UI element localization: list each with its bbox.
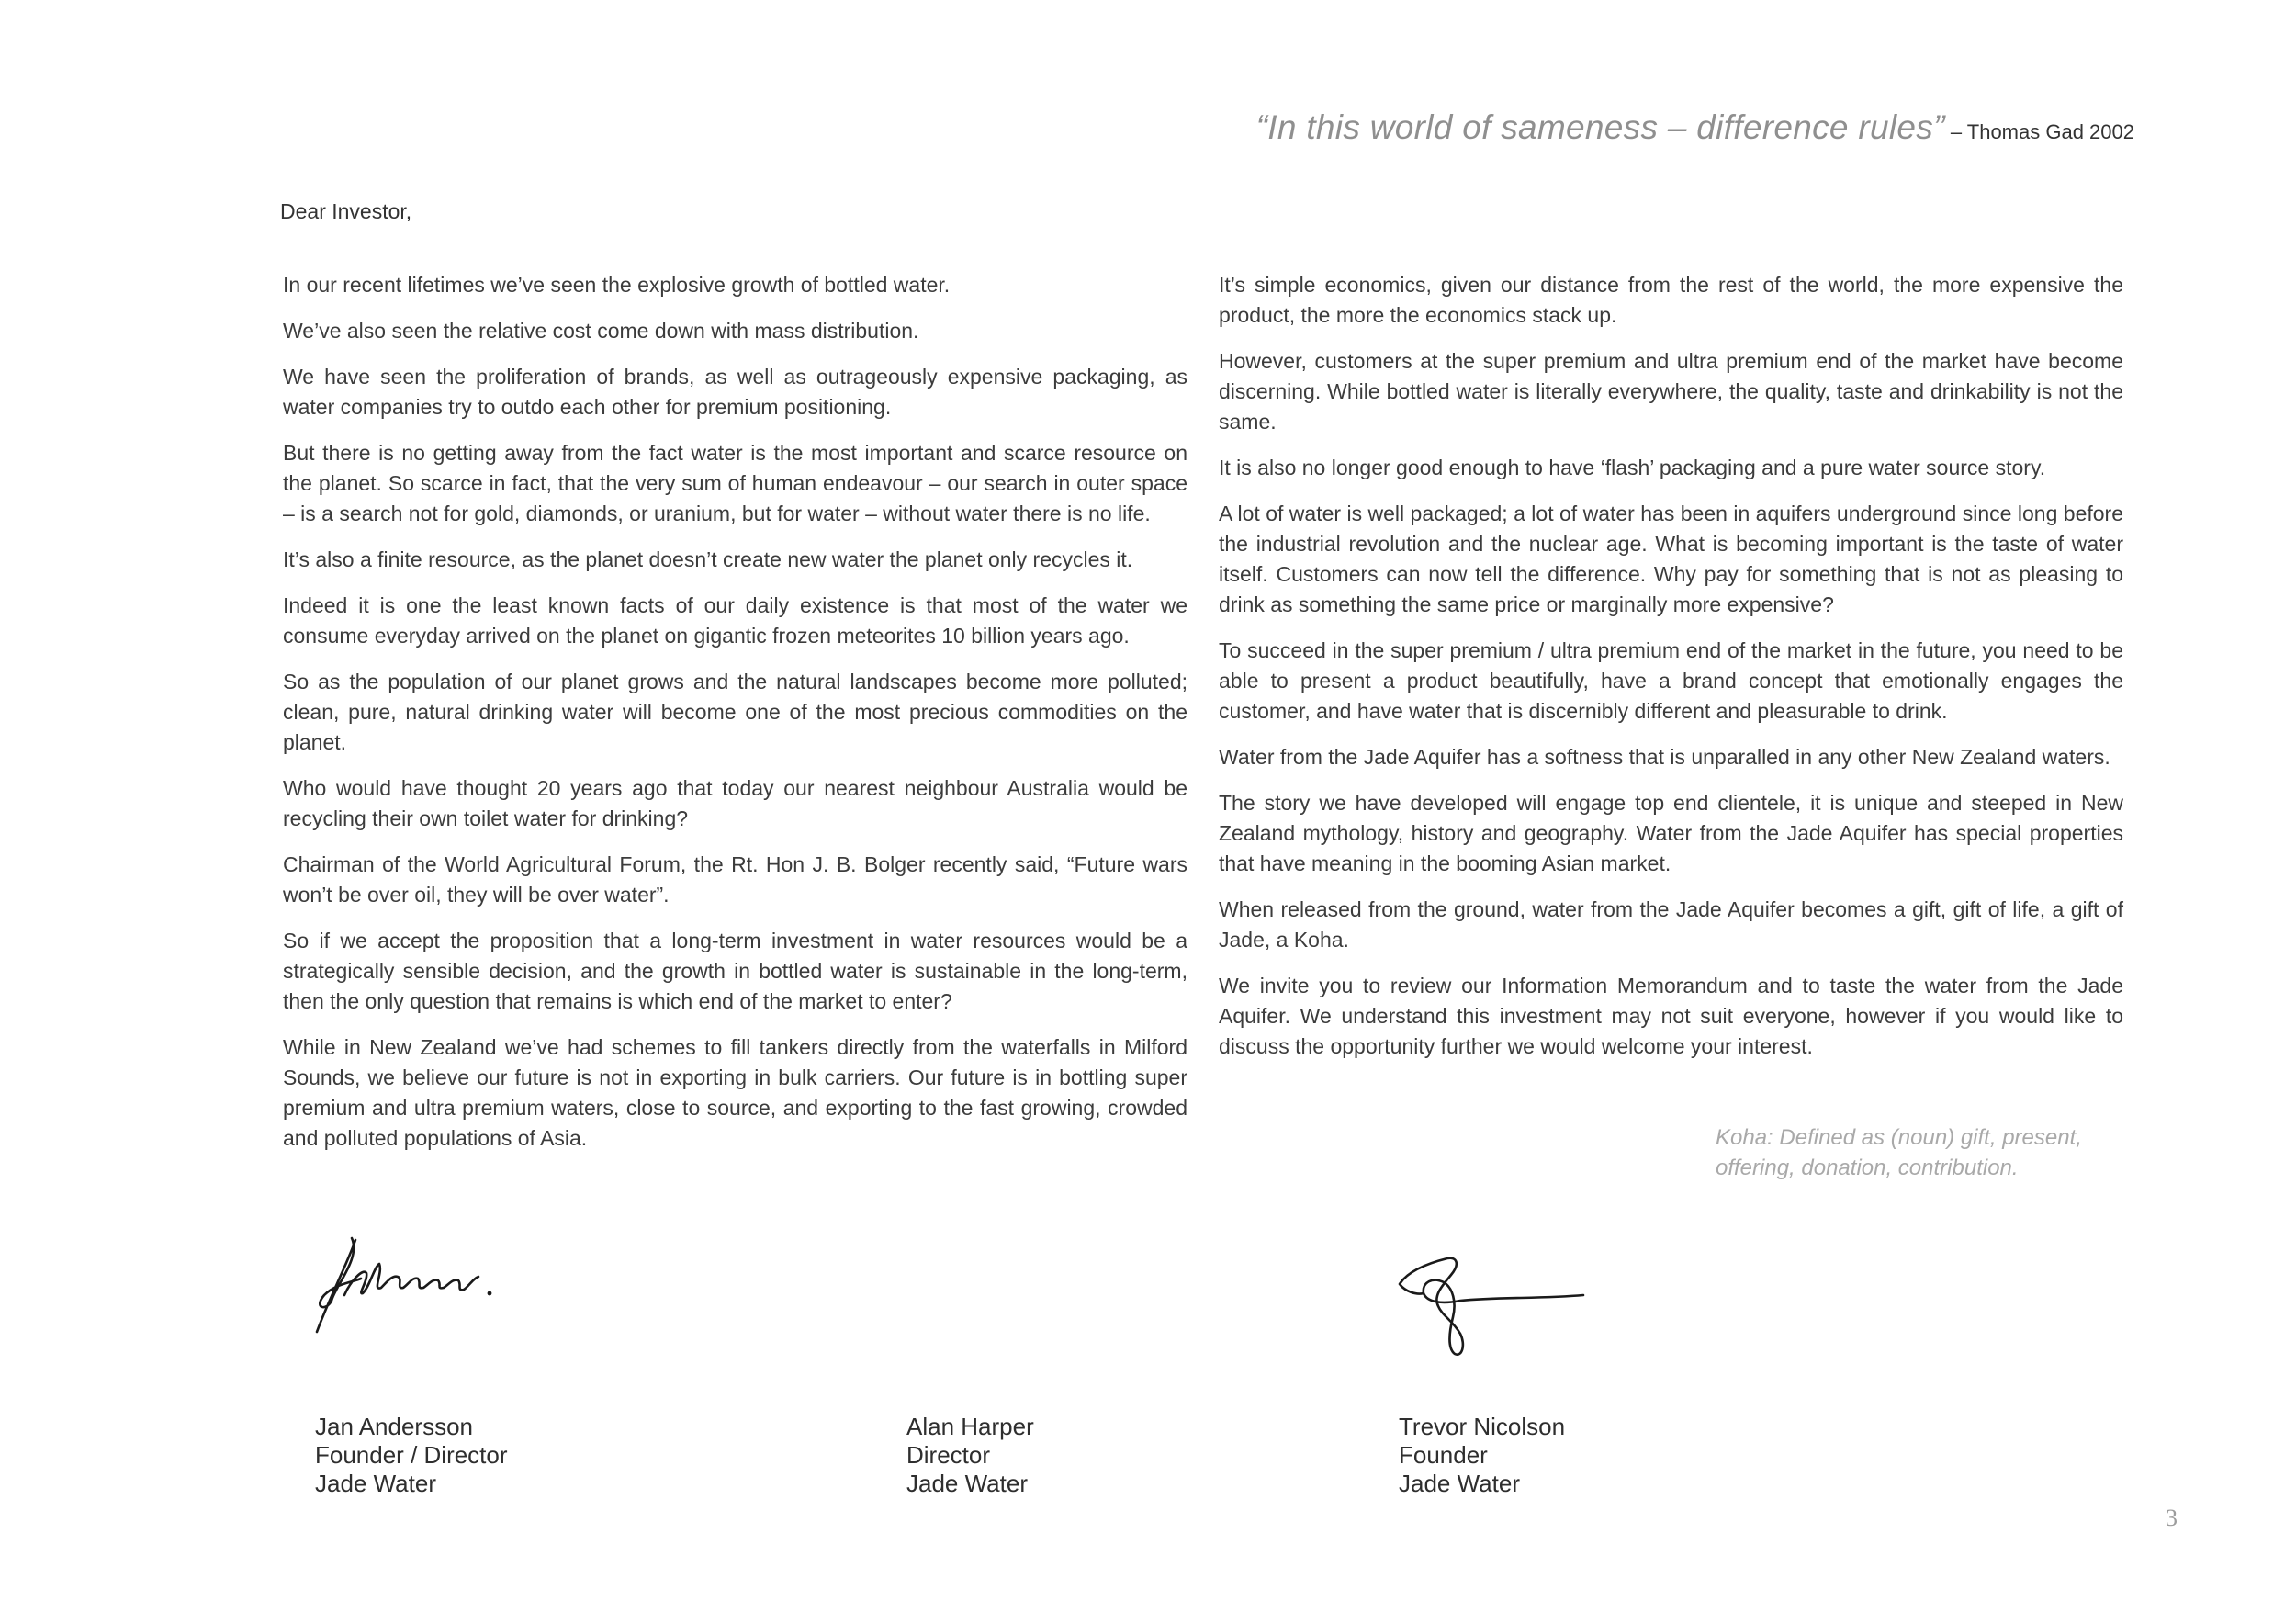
paragraph: However, customers at the super premium and ultra premium end of the market have become discerning. While bottled water is literally everywhere, the quality, taste and drinkability is not the same. <box>1219 349 2123 434</box>
letter-right-column <box>1219 270 2123 1077</box>
page-number: 3 <box>2166 1505 2178 1531</box>
signatory-jan-andersson <box>315 1413 508 1498</box>
paragraph: In our recent lifetimes we’ve seen the explosive growth of bottled water. <box>283 273 951 297</box>
footnote-line: Koha: Defined as (noun) gift, present, <box>1716 1125 2082 1150</box>
signature-trevor-nicolson <box>1396 1251 1598 1361</box>
paragraph: It’s simple economics, given our distance from the rest of the world, the more expensive the product, the more the economics stack up. <box>1219 273 2123 327</box>
signature-jan-andersson <box>308 1231 501 1341</box>
paragraph: Who would have thought 20 years ago that today our nearest neighbour Australia would be recycling their own toilet water for drinking? <box>283 776 1187 830</box>
paragraph: We have seen the proliferation of brands, as well as outrageously expensive packaging, as water companies try to outdo each other for premium positioning. <box>283 365 1187 419</box>
signatory-role: Founder <box>1399 1441 1488 1469</box>
paragraph: It is also no longer good enough to have ‘flash’ packaging and a pure water source story. <box>1219 456 2046 479</box>
header-quote <box>1256 108 2134 147</box>
quote-author: – Thomas Gad 2002 <box>1944 120 2134 143</box>
koha-definition-note <box>1716 1122 2138 1183</box>
paragraph: The story we have developed will engage top end clientele, it is unique and steeped in New Zealand mythology, history and geography. Water from the Jade Aquifer has special properties that have meaning in the booming Asian market. <box>1219 791 2123 875</box>
quote-text: “In this world of sameness – difference rules” <box>1255 108 1945 146</box>
signatory-alan-harper <box>906 1413 1034 1498</box>
signatory-company: Jade Water <box>906 1470 1028 1497</box>
footnote-line: offering, donation, contribution. <box>1716 1155 2019 1180</box>
paragraph: When released from the ground, water from the Jade Aquifer becomes a gift, gift of life, a gift of Jade, a Koha. <box>1219 897 2123 952</box>
signatory-name: Alan Harper <box>906 1413 1034 1440</box>
signatory-company: Jade Water <box>1399 1470 1520 1497</box>
paragraph: A lot of water is well packaged; a lot of water has been in aquifers underground since long before the industrial revolution and the nuclear age. What is becoming important is the taste of water itself. Customers can now tell the difference. Why pay for something that is not as pleasing to drink as something the same price or marginally more expensive? <box>1219 502 2123 616</box>
signatory-name: Trevor Nicolson <box>1399 1413 1566 1440</box>
paragraph: So if we accept the proposition that a long-term investment in water resources would be a strategically sensible decision, and the growth in bottled water is sustainable in the long-term, then the only question that remains is which end of the market to enter? <box>283 929 1187 1013</box>
paragraph: Indeed it is one the least known facts of our daily existence is that most of the water we consume everyday arrived on the planet on gigantic frozen meteorites 10 billion years ago. <box>283 593 1187 648</box>
letter-left-column <box>283 270 1187 1169</box>
signatory-trevor-nicolson <box>1399 1413 1565 1498</box>
paragraph: We’ve also seen the relative cost come down with mass distribution. <box>283 319 919 343</box>
signatory-role: Founder / Director <box>315 1441 508 1469</box>
signatory-name: Jan Andersson <box>315 1413 474 1440</box>
paragraph: Chairman of the World Agricultural Forum, the Rt. Hon J. B. Bolger recently said, “Future wars won’t be over oil, they will be over water”. <box>283 852 1187 907</box>
signatory-role: Director <box>906 1441 991 1469</box>
paragraph: So as the population of our planet grows and the natural landscapes become more polluted; clean, pure, natural drinking water will become one of the most precious commodities on the planet. <box>283 670 1187 754</box>
signatory-company: Jade Water <box>315 1470 436 1497</box>
paragraph: Water from the Jade Aquifer has a softness that is unparalled in any other New Zealand waters. <box>1219 745 2110 769</box>
paragraph: It’s also a finite resource, as the planet doesn’t create new water the planet only recycles it. <box>283 547 1133 571</box>
paragraph: But there is no getting away from the fact water is the most important and scarce resource on the planet. So scarce in fact, that the very sum of human endeavour – our search in outer space – is a search not for gold, diamonds, or uranium, but for water – without water there is no life. <box>283 441 1187 525</box>
paragraph: While in New Zealand we’ve had schemes to fill tankers directly from the waterfalls in Milford Sounds, we believe our future is not in exporting in bulk carriers. Our future is in bottling super premium and ultra premium waters, close to source, and exporting to the fast growing, crowded and polluted populations of Asia. <box>283 1035 1187 1150</box>
paragraph: We invite you to review our Information Memorandum and to taste the water from the Jade Aquifer. We understand this investment may not suit everyone, however if you would like to discuss the opportunity further we would welcome your interest. <box>1219 974 2123 1058</box>
paragraph: To succeed in the super premium / ultra premium end of the market in the future, you need to be able to present a product beautifully, have a brand concept that emotionally engages the customer, and have water that is discernibly different and pleasurable to drink. <box>1219 638 2123 723</box>
salutation: Dear Investor, <box>280 199 412 223</box>
